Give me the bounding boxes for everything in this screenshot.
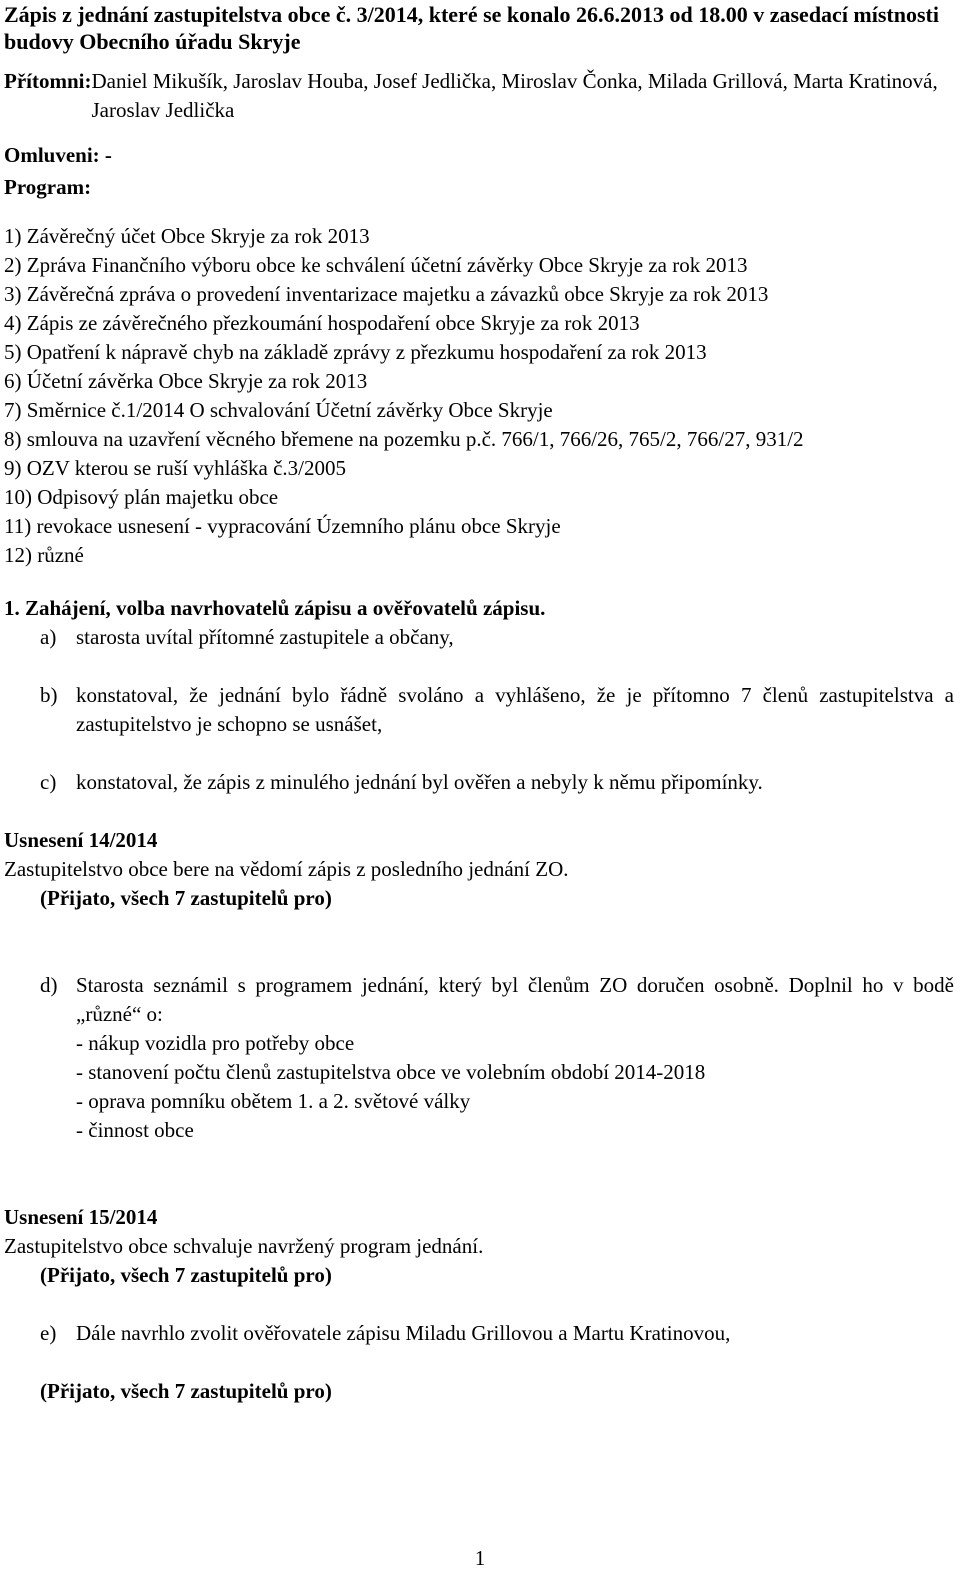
- resolution-vote: (Přijato, všech 7 zastupitelů pro): [40, 1263, 332, 1287]
- program-item: 6) Účetní závěrka Obce Skryje za rok 2013: [4, 369, 368, 393]
- program-item: 8) smlouva na uzavření věcného břemene na pozemku p.č. 766/1, 766/26, 765/2, 766/27, 931/2: [4, 427, 804, 451]
- attendees-label: Přítomni:: [4, 69, 92, 93]
- program-item: 4) Zápis ze závěrečného přezkoumání hospodaření obce Skryje za rok 2013: [4, 311, 640, 335]
- program-item: 1) Závěrečný účet Obce Skryje za rok 2013: [4, 224, 370, 248]
- program-item: 7) Směrnice č.1/2014 O schvalování Účetní závěrky Obce Skryje: [4, 398, 553, 422]
- program-item: 5) Opatření k nápravě chyb na základě zprávy z přezkumu hospodaření za rok 2013: [4, 340, 707, 364]
- program-item: 10) Odpisový plán majetku obce: [4, 485, 279, 509]
- d-subitems: [4, 1029, 954, 1145]
- resolution-14: [4, 826, 954, 913]
- item-marker: c): [40, 770, 57, 794]
- list-item-d: [4, 971, 954, 1029]
- subitem: - činnost obce: [76, 1118, 194, 1142]
- section-1-heading: 1. Zahájení, volba navrhovatelů zápisu a ověřovatelů zápisu.: [4, 596, 546, 620]
- list-item-e: [4, 1319, 954, 1348]
- program-item: 12) různé: [4, 543, 84, 567]
- resolution-title: Usnesení 15/2014: [4, 1205, 158, 1229]
- page-number: 1: [474, 1546, 486, 1570]
- subitem: - stanovení počtu členů zastupitelstva obce ve volebním období 2014-2018: [76, 1060, 706, 1084]
- item-text: konstatoval, že jednání bylo řádně svoláno a vyhlášeno, že je přítomno 7 členů zastupitelstva a zastupitelstvo je schopno se usnášet,: [76, 683, 954, 736]
- item-marker: b): [40, 683, 58, 707]
- item-text: Dále navrhlo zvolit ověřovatele zápisu Miladu Grillovou a Martu Kratinovou,: [76, 1321, 731, 1345]
- attendees-names: Daniel Mikušík, Jaroslav Houba, Josef Jedlička, Miroslav Čonka, Milada Grillová, Marta Kratinová, Jaroslav Jedlička: [91, 69, 938, 122]
- program-label: Program:: [4, 175, 92, 199]
- resolution-15: [4, 1203, 954, 1290]
- document-title: Zápis z jednání zastupitelstva obce č. 3/2014, které se konalo 26.6.2013 od 18.00 v zasedací místnosti budovy Obecního úřadu Skryje: [4, 2, 939, 54]
- subitem: - nákup vozidla pro potřeby obce: [76, 1031, 355, 1055]
- resolution-vote: (Přijato, všech 7 zastupitelů pro): [40, 886, 332, 910]
- vote-e: (Přijato, všech 7 zastupitelů pro): [40, 1379, 332, 1403]
- item-text: starosta uvítal přítomné zastupitele a občany,: [76, 625, 454, 649]
- list-item-a: [4, 623, 954, 652]
- document-page: [4, 0, 954, 1406]
- item-text: Starosta seznámil s programem jednání, který byl členům ZO doručen osobně. Doplnil ho v bodě „různé“ o:: [76, 973, 954, 1026]
- program-item: 3) Závěrečná zpráva o provedení inventarizace majetku a závazků obce Skryje za rok 2013: [4, 282, 769, 306]
- program-item: 11) revokace usnesení - vypracování Územního plánu obce Skryje: [4, 514, 561, 538]
- program-item: 9) OZV kterou se ruší vyhláška č.3/2005: [4, 456, 346, 480]
- resolution-text: Zastupitelstvo obce bere na vědomí zápis z posledního jednání ZO.: [4, 857, 569, 881]
- attendees-block: [4, 67, 954, 125]
- list-item-c: [4, 768, 954, 797]
- list-item-b: [4, 681, 954, 739]
- item-marker: d): [40, 973, 58, 997]
- item-marker: e): [40, 1321, 57, 1345]
- program-list: [4, 222, 954, 570]
- item-text: konstatoval, že zápis z minulého jednání byl ověřen a nebyly k němu připomínky.: [76, 770, 763, 794]
- subitem: - oprava pomníku obětem 1. a 2. světové války: [76, 1089, 471, 1113]
- item-marker: a): [40, 625, 57, 649]
- resolution-text: Zastupitelstvo obce schvaluje navržený program jednání.: [4, 1234, 484, 1258]
- resolution-title: Usnesení 14/2014: [4, 828, 158, 852]
- excused-line: Omluveni: -: [4, 143, 112, 167]
- program-item: 2) Zpráva Finančního výboru obce ke schválení účetní závěrky Obce Skryje za rok 2013: [4, 253, 748, 277]
